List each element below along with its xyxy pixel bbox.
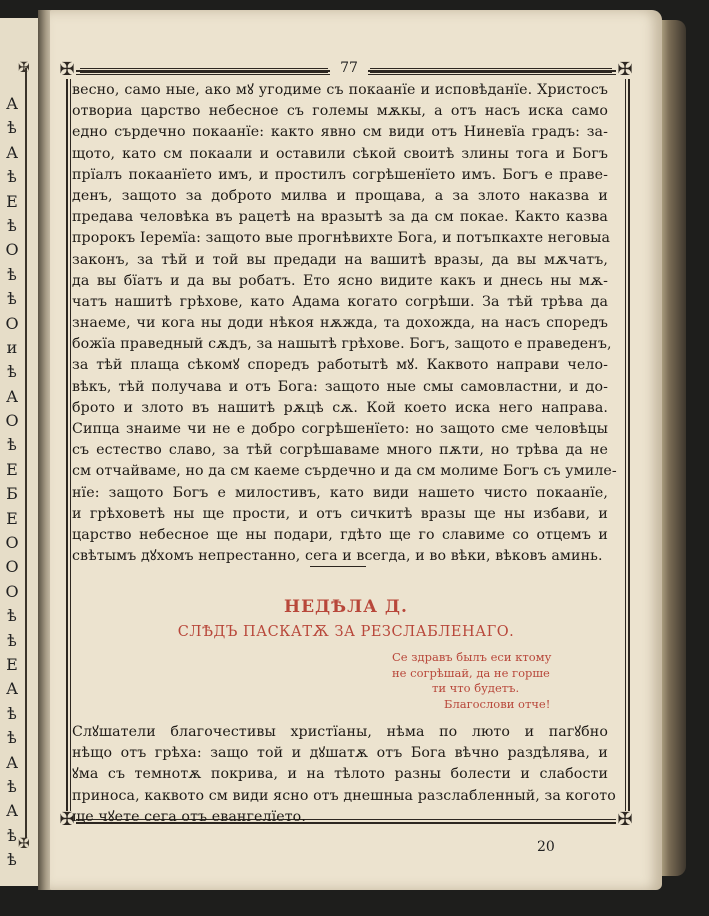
section-heading: НЕДѢЛА Д. <box>284 597 408 617</box>
section-divider <box>310 566 366 567</box>
sermon-text-2 <box>72 722 616 828</box>
text-line: денъ, защото за доброто милва и прощава, а за злото наказва и <box>72 187 608 204</box>
left-page-letter: О <box>5 533 19 553</box>
left-page-letter: ѣ <box>7 118 17 138</box>
left-page-letter: Е <box>6 508 18 528</box>
text-line: прїалъ покаанїето имъ, и простилъ согрѣшенїето имъ. Богъ е праве- <box>72 166 608 183</box>
text-line: вѣкъ, тѣй получава и отъ Бога: защото ные смы самовластни, и до- <box>72 378 608 395</box>
left-page-letter: О <box>5 411 19 431</box>
epigraph-line: не согрѣшай, да не горше <box>392 665 550 680</box>
left-page-border <box>25 68 27 838</box>
corner-ornament-bottom-left: ✠ <box>59 809 75 830</box>
text-line: приноса, каквото см види ясно отъ днешныа разслабленный, за когото <box>72 787 616 804</box>
left-page-letter: Е <box>6 459 18 479</box>
text-line: съ естество славо, за тѣй согрѣшаваме много пѫти, но трѣва да не <box>72 442 608 459</box>
left-page-letter: А <box>5 679 19 699</box>
text-line: да вы бїатъ и да вы робатъ. Ето ясно видите какъ и днесь ны мѫ- <box>72 272 608 289</box>
text-line: нѣщо отъ грѣха: защо той и дꙋшатѫ отъ Бога вѣчно раздѣлява, и <box>72 745 608 762</box>
text-line: см отчайваме, но да см каеме сърдечно и да см молиме Богъ съ умиле- <box>72 463 617 480</box>
text-line: едно сърдечно покаанїе: както явно см види отъ Ниневїа градъ: за- <box>72 124 608 141</box>
header-rule-left <box>80 68 328 73</box>
left-corner-ornament-bottom: ✠ <box>18 836 30 852</box>
section-subheading: СЛѢДЪ ПАСКАТѪ ЗА РЕЗСЛАБЛЕНАГО. <box>177 624 515 640</box>
corner-ornament-top-right: ✠ <box>617 59 633 80</box>
epigraph <box>392 650 602 712</box>
text-line: щото, като см покаали и оставили сѣкой своитѣ злины тога и Богъ <box>72 145 608 162</box>
text-line: нїе: защото Богъ е милостивъ, като види нашето чисто покаанїе, <box>72 484 608 501</box>
text-line: свѣтымъ дꙋхомъ непрестанно, сега и всегда, и во вѣки, вѣковъ аминь. <box>72 548 603 565</box>
left-page-letter: А <box>5 94 19 113</box>
left-page-letter: ѣ <box>7 167 17 187</box>
left-page-letter: ѣ <box>7 435 17 455</box>
epigraph-line: ти что будетъ. <box>432 681 520 695</box>
sermon-text <box>72 80 617 567</box>
text-line: божїа праведный сѫдъ, за нашытѣ грѣхове. Богъ, защото е праведенъ, <box>72 336 612 353</box>
signature-number: 20 <box>537 839 555 855</box>
page-edge <box>660 20 686 876</box>
left-page-letter: А <box>5 142 19 162</box>
text-line: за тѣй плаща сѣкомꙋ споредъ работытѣ мꙋ. Каквото направи чело- <box>72 357 608 374</box>
text-line: ꙋма съ темнотѫ покрива, и на тѣлото разны болести и слабости <box>72 766 608 783</box>
left-page-letter: О <box>5 581 19 601</box>
left-page-letters <box>1 92 23 873</box>
left-page-letter: ѣ <box>7 825 17 845</box>
left-page-letter: О <box>5 557 19 577</box>
header-rule-right <box>370 68 612 73</box>
text-line: ще чꙋете сега отъ евангелїето. <box>72 808 306 825</box>
left-page-letter: Б <box>6 484 18 504</box>
text-line: и грѣховетѣ ны ще прости, и отъ сичкитѣ вразы ще ны избави, и <box>72 505 608 522</box>
text-line: брото и злото въ нашитѣ рѫцѣ сѫ. Кой което иска него направа. <box>72 399 608 416</box>
text-line: предава человѣка въ рацетѣ на вразытѣ за да см покае. Както казва <box>72 209 608 226</box>
left-page-letter: ѣ <box>7 776 17 796</box>
text-line: законъ, за тѣй и той вы предади на вашитѣ вразы, да вы мѫчатъ, <box>72 251 608 268</box>
left-page-letter: Е <box>6 654 18 674</box>
page-number: 77 <box>330 60 368 76</box>
left-page-letter: О <box>5 240 19 260</box>
left-corner-ornament-top: ✠ <box>18 60 30 76</box>
epigraph-line: Благослови отче! <box>444 696 551 711</box>
left-page-letter: Е <box>6 191 18 211</box>
left-page-fragment <box>0 18 40 886</box>
text-line: чатъ нашитѣ грѣхове, като Адама когато согрѣши. За тѣй трѣва да <box>72 293 608 310</box>
corner-ornament-bottom-right: ✠ <box>617 809 633 830</box>
left-page-letter: ѣ <box>7 850 17 870</box>
text-line: Слꙋшатели благочестивы христїаны, нѣма по люто и пагꙋбно <box>72 724 608 740</box>
left-page-letter: А <box>5 386 19 406</box>
left-page-letter: ѣ <box>7 289 17 309</box>
text-line: отвориа царство небесное съ големы мѫкы, а отъ насъ иска само <box>72 103 608 120</box>
text-line: царство небесное ще ны подари, гдѣто ще го славиме со отцемъ и <box>72 526 608 543</box>
left-page-letter: А <box>5 752 19 772</box>
left-page-letter: ѣ <box>7 264 17 284</box>
left-page-letter: и <box>6 337 18 357</box>
left-page-letter: О <box>5 313 19 333</box>
text-line: пророкъ Іеремїа: защото вые прогнѣвихте Бога, и потъпкахте неговыа <box>72 230 611 247</box>
epigraph-line: Се здравъ былъ еси ктому <box>392 650 552 664</box>
corner-ornament-top-left: ✠ <box>59 59 75 80</box>
left-page-letter: ѣ <box>7 703 17 723</box>
left-page-letter: ѣ <box>7 215 17 235</box>
text-line: знаеме, чи кога ны доди нѣкоя нѫжда, та дохожда, на насъ споредъ <box>72 315 608 332</box>
left-page-letter: А <box>5 801 19 821</box>
left-page-letter: ѣ <box>7 728 17 748</box>
left-page-letter: ѣ <box>7 606 17 626</box>
text-line: весно, само ные, ако мꙋ угодиме съ покаанїе и исповѣданїе. Христосъ <box>72 82 608 98</box>
text-line: Сипца знаиме чи не е добро согрѣшенїето: но защото сме человѣцы <box>72 421 608 437</box>
left-page-letter: ѣ <box>7 630 17 650</box>
left-page-letter: ѣ <box>7 362 17 382</box>
